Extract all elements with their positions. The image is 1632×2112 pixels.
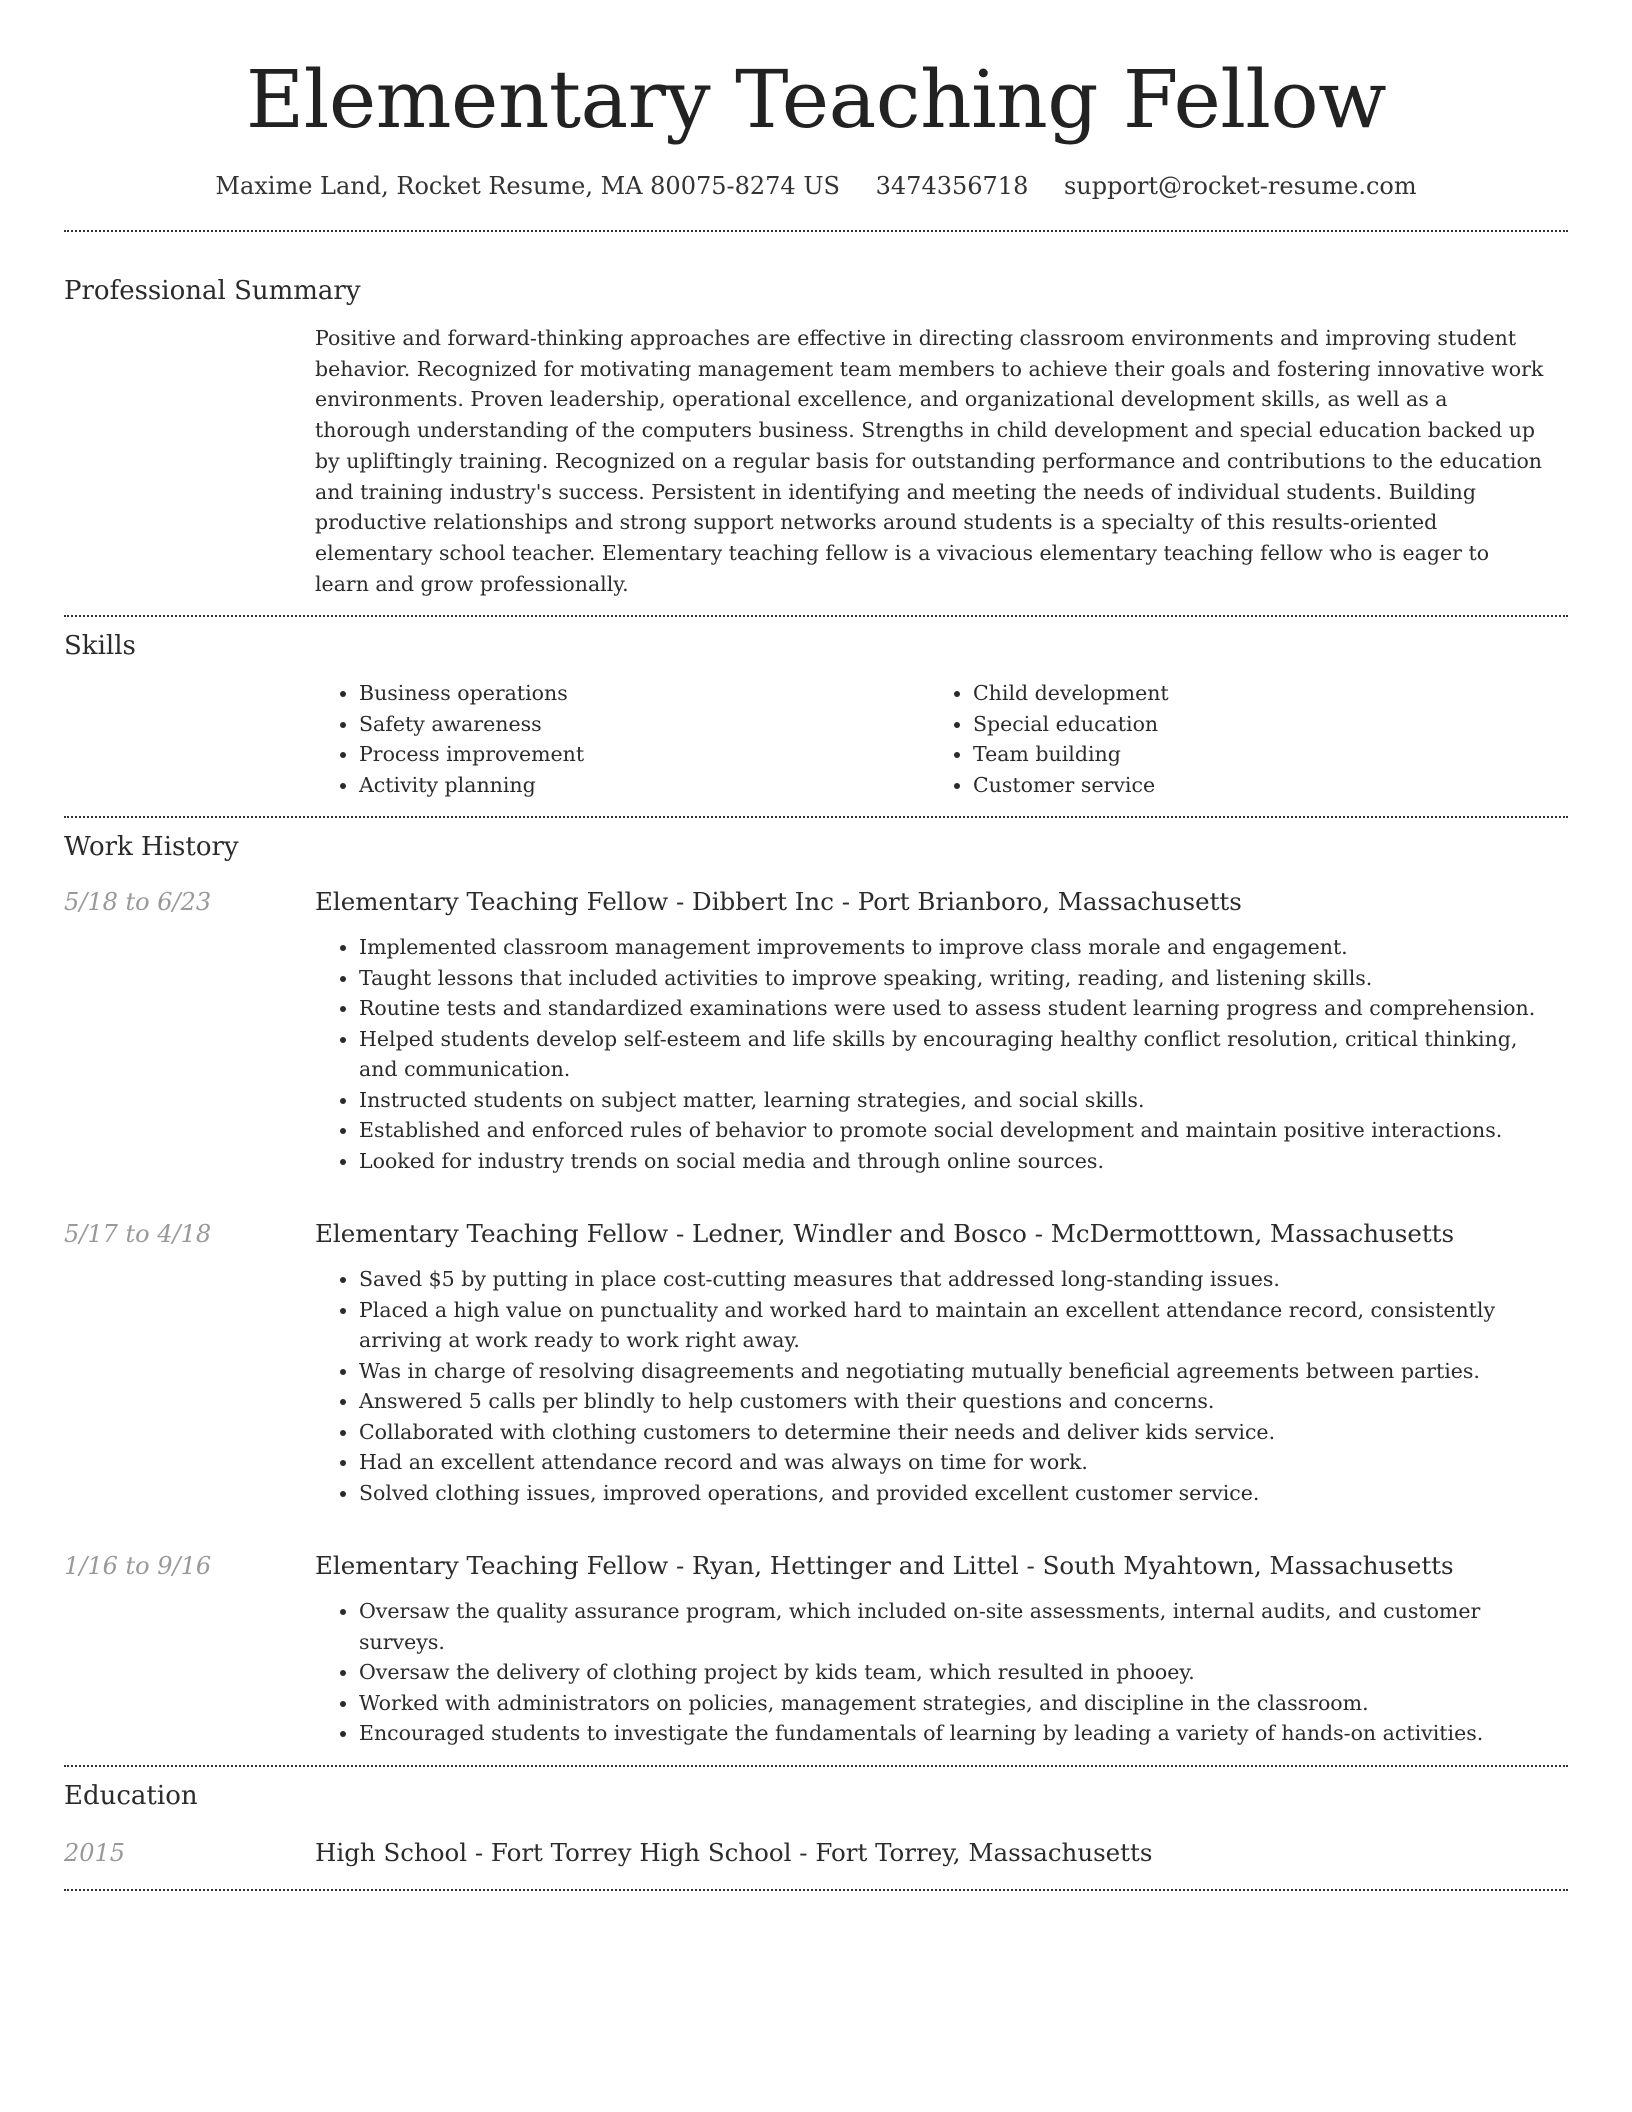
job-entry (64, 1218, 1568, 1508)
education-entry (64, 1837, 1568, 1869)
skills-column-left (315, 678, 929, 800)
contact-email: support@rocket-resume.com (1063, 172, 1417, 200)
summary-title: Professional Summary (64, 276, 361, 306)
skill-item: • Safety awareness (359, 709, 929, 740)
work-history (64, 886, 1568, 1749)
job-heading: Elementary Teaching Fellow - Ledner, Windler and Bosco - McDermotttown, Massachusetts (315, 1219, 1455, 1249)
job-bullet: • Routine tests and standardized examinations were used to assess student learning progress and comprehension. (359, 993, 1558, 1024)
skills-column-right (929, 678, 1543, 800)
resume-name: Elementary Teaching Fellow (245, 53, 1387, 146)
job-heading: Elementary Teaching Fellow - Ryan, Hettinger and Littel - South Myahtown, Massachusetts (315, 1551, 1454, 1581)
skill-item: • Customer service (973, 770, 1543, 801)
job-bullets (315, 1596, 1568, 1749)
job-bullet: • Encouraged students to investigate the fundamentals of learning by leading a variety of hands-on activities. (359, 1718, 1558, 1749)
job-date: 1/16 to 9/16 (64, 1552, 212, 1581)
job-bullet: • Answered 5 calls per blindly to help customers with their questions and concerns. (359, 1386, 1558, 1417)
job-bullet: • Placed a high value on punctuality and worked hard to maintain an excellent attendance record, consistently arriving at work ready to work right away. (359, 1295, 1558, 1356)
education-heading: High School - Fort Torrey High School - Fort Torrey, Massachusetts (315, 1837, 1153, 1867)
job-bullet: • Had an excellent attendance record and was always on time for work. (359, 1447, 1558, 1478)
skill-item: • Special education (973, 709, 1543, 740)
contact-line (64, 170, 1568, 202)
job-bullet: • Established and enforced rules of behavior to promote social development and maintain positive interactions. (359, 1115, 1558, 1146)
skill-item: • Process improvement (359, 739, 929, 770)
job-bullets (315, 932, 1568, 1176)
job-bullet: • Instructed students on subject matter, learning strategies, and social skills. (359, 1085, 1558, 1116)
skills-title: Skills (64, 631, 136, 662)
divider (64, 1765, 1568, 1767)
job-date: 5/18 to 6/23 (64, 888, 212, 917)
skill-item: • Child development (973, 678, 1543, 709)
job-bullet: • Helped students develop self-esteem and life skills by encouraging healthy conflict resolution, critical thinking, and communication. (359, 1024, 1558, 1085)
divider (64, 230, 1568, 232)
job-bullets (315, 1264, 1568, 1508)
job-bullet: • Saved $5 by putting in place cost-cutting measures that addressed long-standing issues. (359, 1264, 1558, 1295)
work-history-title: Work History (64, 832, 239, 863)
job-bullet: • Oversaw the quality assurance program, which included on-site assessments, internal audits, and customer surveys. (359, 1596, 1558, 1657)
contact-address: Maxime Land, Rocket Resume, MA 80075-8274 US (215, 172, 840, 200)
education-date: 2015 (64, 1838, 126, 1867)
job-bullet: • Worked with administrators on policies, management strategies, and discipline in the classroom. (359, 1688, 1558, 1719)
job-bullet: • Looked for industry trends on social media and through online sources. (359, 1146, 1558, 1177)
summary-text: Positive and forward-thinking approaches are effective in directing classroom environments and improving student behavior. Recognized for motivating management team members to achieve their goals and fostering innovative work environments. Proven leadership, operational excellence, and organizational development skills, as well as a thorough understanding of the computers business. Strengths in child development and special education backed up by upliftingly training. Recognized on a regular basis for outstanding performance and contributions to the education and training industry's success. Persistent in identifying and meeting the needs of individual students. Building productive relationships and strong support networks around students is a specialty of this results-oriented elementary school teacher. Elementary teaching fellow is a vivacious elementary teaching fellow who is eager to learn and grow professionally. (315, 326, 1544, 596)
skill-item: • Business operations (359, 678, 929, 709)
job-heading: Elementary Teaching Fellow - Dibbert Inc - Port Brianboro, Massachusetts (315, 887, 1242, 917)
job-date: 5/17 to 4/18 (64, 1220, 212, 1249)
skills-list (315, 678, 1568, 800)
contact-phone: 3474356718 (875, 172, 1029, 200)
job-bullet: • Implemented classroom management improvements to improve class morale and engagement. (359, 932, 1558, 963)
job-bullet: • Taught lessons that included activities to improve speaking, writing, reading, and listening skills. (359, 963, 1558, 994)
skill-item: • Activity planning (359, 770, 929, 801)
job-bullet: • Collaborated with clothing customers to determine their needs and deliver kids service. (359, 1417, 1558, 1448)
divider (64, 1889, 1568, 1891)
resume-page (64, 0, 1568, 1891)
skill-item: • Team building (973, 739, 1543, 770)
divider (64, 816, 1568, 818)
divider (64, 615, 1568, 617)
job-bullet: • Oversaw the delivery of clothing project by kids team, which resulted in phooey. (359, 1657, 1558, 1688)
job-bullet: • Solved clothing issues, improved operations, and provided excellent customer service. (359, 1478, 1558, 1509)
job-entry (64, 886, 1568, 1176)
job-entry (64, 1550, 1568, 1749)
job-bullet: • Was in charge of resolving disagreements and negotiating mutually beneficial agreements between parties. (359, 1356, 1558, 1387)
education-title: Education (64, 1780, 198, 1811)
